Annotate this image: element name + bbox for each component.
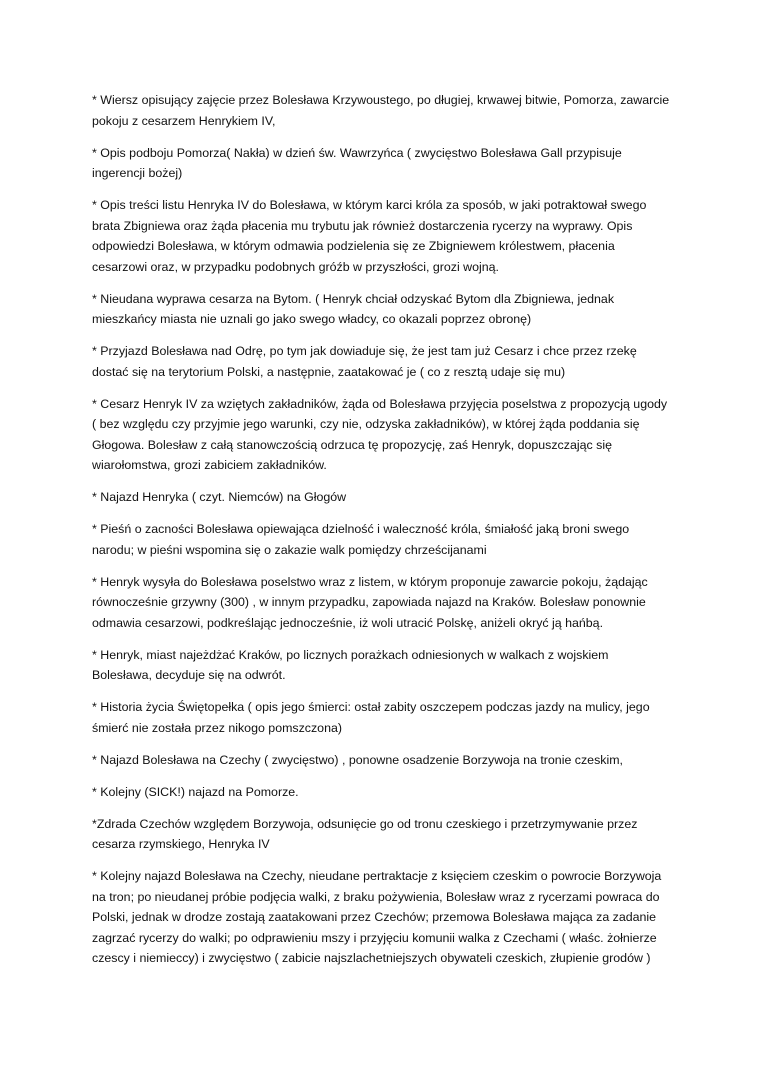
paragraph-12: * Najazd Bolesława na Czechy ( zwycięstwo) , ponowne osadzenie Borzywoja na tronie czeskim,: [92, 752, 623, 767]
paragraph-9: * Henryk wysyła do Bolesława poselstwo wraz z listem, w którym proponuje zawarcie pokoju, żądając równocześnie grzywny (300) , w innym przypadku, zapowiada najazd na Kraków. Bolesław ponownie odmawia cesarzowi, podkreślając jednocześnie, iż woli utracić Polskę, aniżeli okryć ją hańbą.: [92, 574, 648, 630]
paragraph-14: *Zdrada Czechów względem Borzywoja, odsunięcie go od tronu czeskiego i przetrzymywanie przez cesarza rzymskiego, Henryka IV: [92, 816, 638, 851]
paragraph-7: * Najazd Henryka ( czyt. Niemców) na Głogów: [92, 490, 347, 504]
paragraph-4: * Nieudana wyprawa cesarza na Bytom. ( Henryk chciał odzyskać Bytom dla Zbigniewa, jednak mieszkańcy miasta nie uznali go jako swego władcy, co okazali poprzez obronę): [92, 291, 615, 326]
paragraph-1: * Wiersz opisujący zajęcie przez Bolesława Krzywoustego, po długiej, krwawej bitwie, Pomorza, zawarcie pokoju z cesarzem Henrykiem IV,: [92, 93, 670, 128]
paragraph-3: * Opis treści listu Henryka IV do Bolesława, w którym karci króla za sposób, w jaki potraktował swego brata Zbigniewa oraz żąda płacenia mu trybutu jak również dostarczenia rycerzy na wyprawy. Opis odpowiedzi Bolesława, w którym odmawia podzielenia się ze Zbigniewem królestwem, płacenia cesarzowi oraz, w przypadku podobnych gróźb w przyszłości, grozi wojną.: [92, 198, 647, 274]
paragraph-5: * Przyjazd Bolesława nad Odrę, po tym jak dowiaduje się, że jest tam już Cesarz i chce przez rzekę dostać się na terytorium Polski, a następnie, zaatakować je ( co z resztą udaje się mu): [92, 344, 637, 379]
document-body: [92, 90, 670, 980]
paragraph-8: * Pieśń o zacności Bolesława opiewająca dzielność i waleczność króla, śmiałość jaką broni swego narodu; w pieśni wspomina się o zakazie walk pomiędzy chrześcijanami: [92, 522, 630, 557]
paragraph-6: * Cesarz Henryk IV za wziętych zakładników, żąda od Bolesława przyjęcia poselstwa z propozycją ugody ( bez względu czy przyjmie jego warunki, czy nie, odzyska zakładników), w której żąda poddania się Głogowa. Bolesław z całą stanowczością odrzuca tę propozycję, zaś Henryk, dopuszczając się wiarołomstwa, grozi zabiciem zakładników.: [92, 396, 668, 472]
paragraph-15: * Kolejny najazd Bolesława na Czechy, nieudane pertraktacje z księciem czeskim o powrocie Borzywoja na tron; po nieudanej próbie podjęcia walki, z braku pożywienia, Bolesław wraz z rycerzami powraca do Polski, jednak w drodze zostają zaatakowani przez Czechów; przemowa Bolesława mająca za zadanie zagrzać rycerzy do walki; po odprawieniu mszy i przyjęciu komunii walka z Czechami ( właśc. żołnierze czescy i niemieccy) i zwycięstwo ( zabicie najszlachetniejszych obywateli czeskich, złupienie grodów ): [92, 869, 662, 965]
paragraph-2: * Opis podboju Pomorza( Nakła) w dzień św. Wawrzyńca ( zwycięstwo Bolesława Gall przypisuje ingerencji bożej): [92, 145, 622, 180]
paragraph-11: * Historia życia Świętopełka ( opis jego śmierci: ostał zabity oszczepem podczas jazdy na mulicy, jego śmierć nie została przez nikogo pomszczona): [92, 700, 650, 735]
paragraph-13: * Kolejny (SICK!) najazd na Pomorze.: [92, 784, 299, 799]
paragraph-10: * Henryk, miast najeżdżać Kraków, po licznych porażkach odniesionych w walkach z wojskiem Bolesława, decyduje się na odwrót.: [92, 647, 609, 682]
